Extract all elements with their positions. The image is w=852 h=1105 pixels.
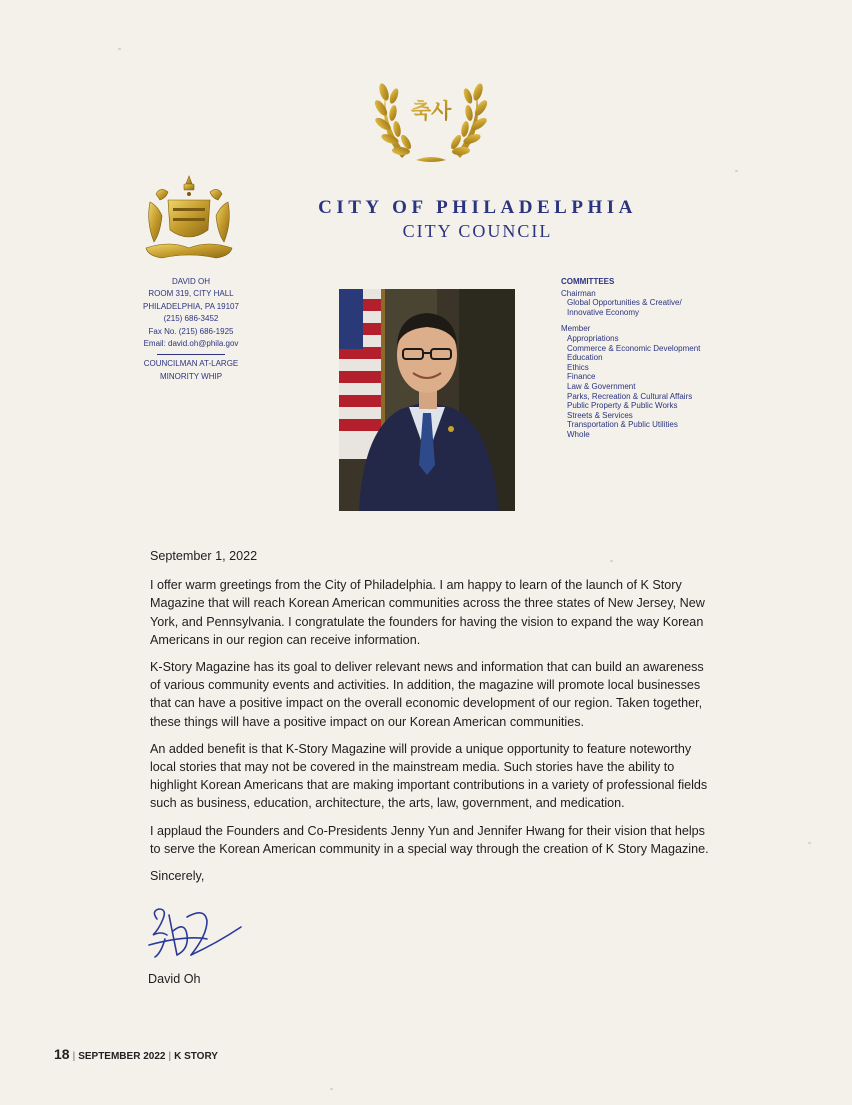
issue-date: SEPTEMBER 2022 (78, 1051, 166, 1062)
letter-body (150, 547, 710, 894)
laurel-wreath-icon (372, 62, 490, 166)
committee-item: Whole (567, 429, 590, 439)
signature-icon (147, 905, 243, 961)
committee-item: Ethics (567, 362, 589, 372)
contact-city: PHILADELPHIA, PA 19107 (143, 301, 239, 311)
contact-email: Email: david.oh@phila.gov (143, 339, 239, 349)
committees-block (561, 277, 700, 440)
letter-paragraph: I applaud the Founders and Co-Presidents Jenny Yun and Jennifer Hwang for their vision that helps to serve the Korean American community in a special way through the creation of K Story Magazine. (150, 823, 709, 856)
committee-item: Finance (567, 372, 596, 382)
contact-block (135, 276, 247, 383)
city-seal-icon (140, 172, 238, 264)
letterhead (255, 197, 700, 242)
committee-item: Law & Government (567, 381, 636, 391)
contact-room: ROOM 319, CITY HALL (148, 289, 234, 299)
committee-item: Education (567, 353, 603, 363)
committee-item: Appropriations (567, 333, 619, 343)
letter-date: September 1, 2022 (150, 549, 258, 563)
councilman-portrait (339, 289, 515, 511)
contact-phone: (215) 686-3452 (163, 314, 219, 324)
letter-closing: Sincerely, (150, 869, 205, 884)
contact-title-1: COUNCILMAN AT-LARGE (143, 359, 239, 369)
city-title: CITY OF PHILADELPHIA (318, 197, 637, 218)
committee-item: Commerce & Economic Development (567, 343, 701, 353)
contact-fax: Fax No. (215) 686-1925 (148, 326, 234, 336)
signer-name: David Oh (148, 972, 201, 986)
committee-item: Parks, Recreation & Cultural Affairs (567, 391, 693, 401)
letter-paragraph: An added benefit is that K-Story Magazine will provide a unique opportunity to feature noteworthy local stories that may not be covered in the mainstream media. Such stories have the ability to highlight Korean Americans that are making important contributions in a variety of professional fields such as business, education, architecture, the arts, law, government, and medication. (150, 741, 708, 811)
contact-title-2: MINORITY WHIP (159, 371, 223, 381)
committee-item: Public Property & Public Works (567, 401, 678, 411)
korean-title: 축사 (410, 99, 452, 123)
paper-speck (330, 1088, 333, 1090)
committee-item: Global Opportunities & Creative/ (567, 298, 682, 308)
paper-speck (735, 170, 738, 172)
committee-item: Streets & Services (567, 410, 633, 420)
committee-item: Transportation & Public Utilities (567, 420, 678, 430)
member-label: Member (561, 324, 591, 334)
page-number: 18 (54, 1046, 70, 1062)
paper-speck (808, 842, 811, 844)
chairman-label: Chairman (561, 288, 596, 298)
council-title: CITY COUNCIL (402, 221, 553, 241)
committees-heading: COMMITTEES (561, 277, 615, 286)
page-footer: 18 | SEPTEMBER 2022 | K STORY (54, 1046, 218, 1062)
committee-item: Innovative Economy (567, 307, 640, 317)
contact-divider (157, 354, 225, 355)
letter-paragraph: I offer warm greetings from the City of Philadelphia. I am happy to learn of the launch of K Story Magazine that will reach Korean American communities across the three states of New Jersey, New York, and Pennsylvania. I congratulate the founders for having the vision to expand the way Korean Americans in our region can receive information. (150, 578, 705, 647)
publication-name: K STORY (174, 1051, 218, 1062)
contact-name: DAVID OH (171, 277, 211, 286)
letter-paragraph: K-Story Magazine has its goal to deliver relevant news and information that can build an awareness of various community events and activities. In addition, the magazine will promote local businesses that can have a positive impact on the overall economic development of our region. Taken together, these things will have a positive impact on our Korean American communities. (150, 660, 704, 729)
paper-speck (118, 48, 121, 50)
